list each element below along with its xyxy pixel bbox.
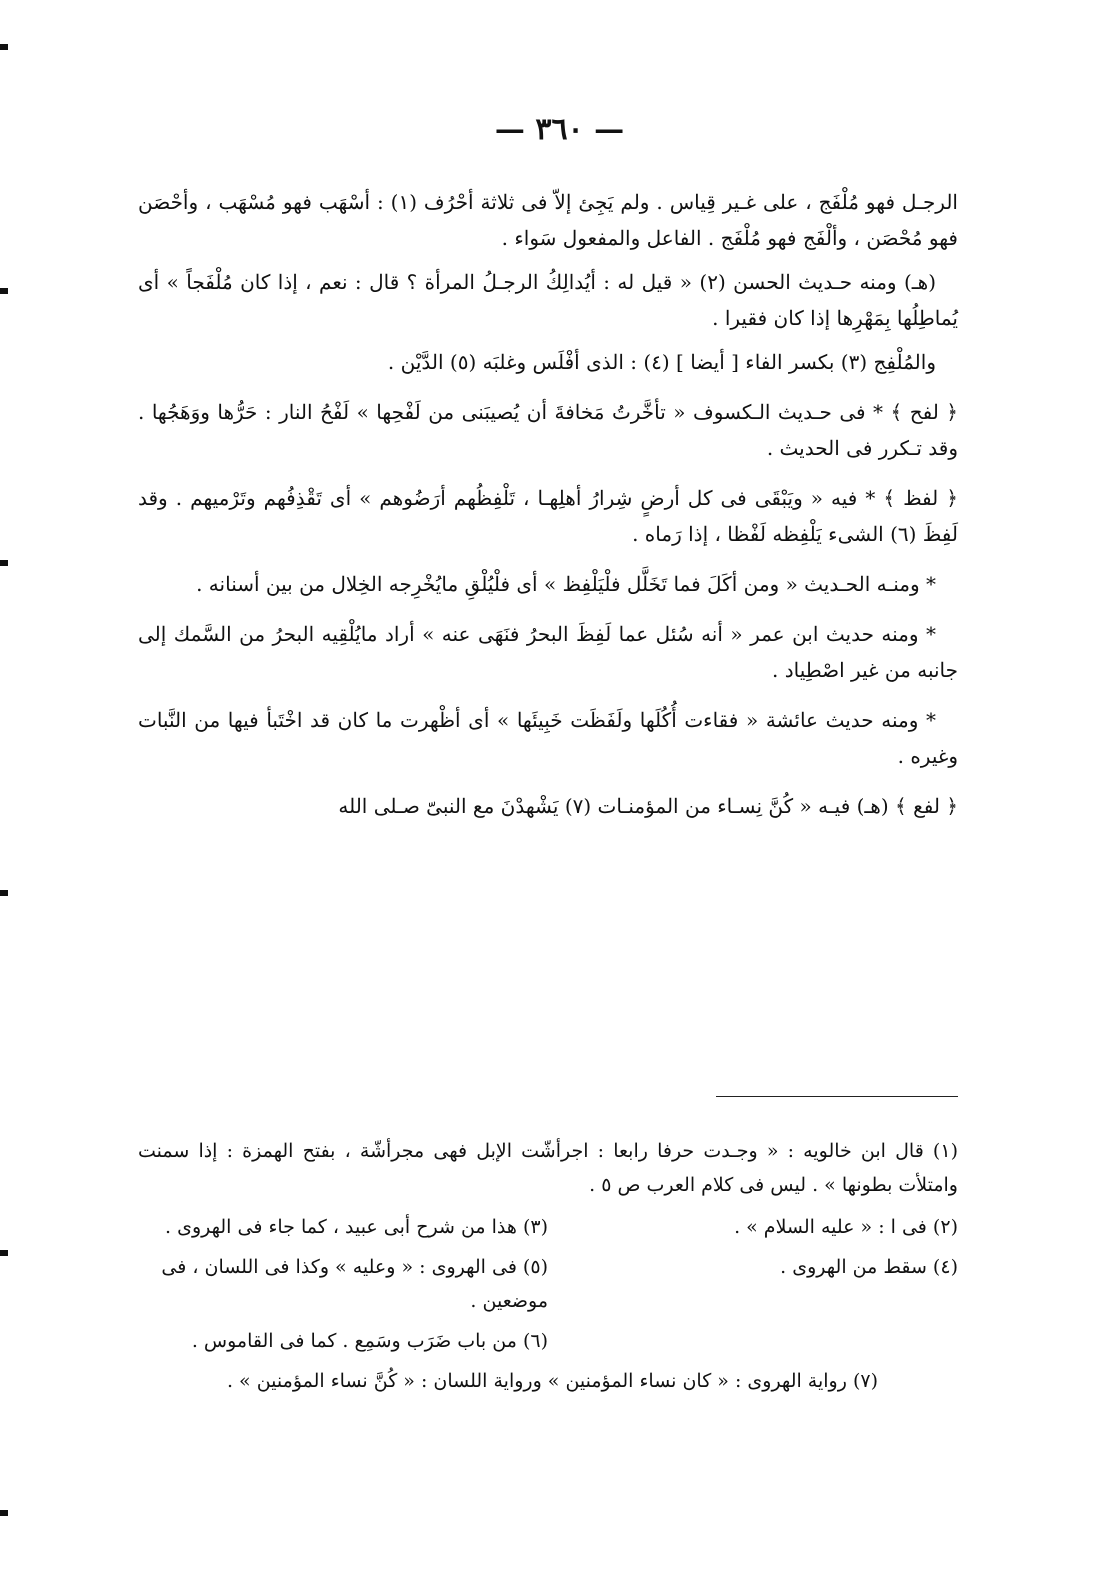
paragraph: (هـ) ومنه حـديث الحسن (٢) « قيل له : أيُدالِكُ الرجـلُ المرأة ؟ قال : نعم ، إذا كان مُلْفَجاً » أى يُماطِلُها بِمَهْرِها إذا كان فقيرا . (138, 270, 958, 330)
footnotes (138, 1134, 958, 1406)
footnote-row (138, 1324, 958, 1358)
scan-edge-mark (0, 288, 8, 294)
main-text (138, 184, 958, 832)
footnote-divider (716, 1096, 958, 1097)
page-number: — ٣٦٠ — (494, 112, 625, 147)
footnote-3: (٣) هذا من شرح أبى عبيد ، كما جاء فى الهروى . (165, 1216, 548, 1238)
paragraph: * ومنه حديث عائشة « فقاءت أُكُلَها ولَفَظَت خَبِيئَها » أى أظْهرت ما كان قد اخْتَبأ فيها من النَّبات وغيره . (138, 708, 958, 768)
paragraph: * ومنه حديث ابن عمر « أنه سُئل عما لَفِظَ البحرُ فنَهَى عنه » أراد مايُلْقِيه البحرُ من السَّمك إلى جانبه من غير اصْطِياد . (138, 622, 958, 682)
entry-paragraph-lafa: ﴿ لفع ﴾ (هـ) فيـه « كُنَّ نِسـاء من المؤمنـات (٧) يَشْهدْنَ مع النبىّ صـلى الله (338, 794, 958, 818)
scan-edge-mark (0, 1510, 8, 1516)
scan-edge-mark (0, 560, 8, 566)
footnote-5: (٥) فى الهروى : « وعليه » وكذا فى اللسان ، فى موضعين . (161, 1256, 548, 1312)
scan-edge-mark (0, 890, 8, 896)
footnote-row (138, 1210, 958, 1244)
paragraph: والمُلْفِج (٣) بكسر الفاء [ أيضا ] (٤) : الذى أفْلَس وغلبَه (٥) الدَّيْن . (387, 350, 936, 374)
footnote-1: (١) قال ابن خالويه : « وجـدت حرفا رابعا : اجرأشّت الإبل فهى مجرأشّة ، بفتح الهمزة : إذا سمنت وامتلأت بطونها » . ليس فى كلام العرب ص ٥ . (138, 1140, 958, 1196)
scan-edge-mark (0, 1250, 8, 1256)
paragraph: الرجـل فهو مُلْفَج ، على غـير قِياس . ولم يَجِئ إلاّ فى ثلاثة أحْرُف (١) : أسْهَب فهو مُسْهَب ، وأحْصَن فهو مُحْصَن ، وألْفَج فهو مُلْفَج . الفاعل والمفعول سَواء . (138, 190, 958, 250)
paragraph: * ومنـه الحـديث « ومن أكَلَ فما تَخَلَّل فلْيَلْفِظ » أى فلْيُلْقِ مايُخْرِجه الخِلال من بين أسنانه . (196, 572, 936, 596)
entry-paragraph-lafz: ﴿ لفظ ﴾ * فيه « ويَبْقَى فى كل أرضٍ شِرارُ أهلِهـا ، تَلْفِظُهم أرَضُوهم » أى تَقْذِفُهم وتَرْميهم . وقد لَفِظَ (٦) الشىء يَلْفِظه لَفْظا ، إذا رَماه . (138, 486, 958, 546)
footnote-2: (٢) فى ا : « عليه السلام » . (734, 1216, 958, 1238)
scan-edge-mark (0, 44, 8, 50)
footnote-7: (٧) رواية الهروى : « كان نساء المؤمنين » ورواية اللسان : « كُنَّ نساء المؤمنين » . (226, 1370, 878, 1392)
footnote-4: (٤) سقط من الهروى . (780, 1256, 958, 1278)
footnote-row (138, 1250, 958, 1318)
entry-paragraph-lafh: ﴿ لفح ﴾ * فى حـديث الـكسوف « تأخَّرتُ مَخافةَ أن يُصيبَنى من لَفْحِها » لَفْحُ النار : حَرُّها ووَهَجُها . وقد تـكرر فى الحديث . (138, 400, 958, 460)
footnote-6: (٦) من باب ضَرَب وسَمِع . كما فى القاموس . (191, 1330, 548, 1352)
